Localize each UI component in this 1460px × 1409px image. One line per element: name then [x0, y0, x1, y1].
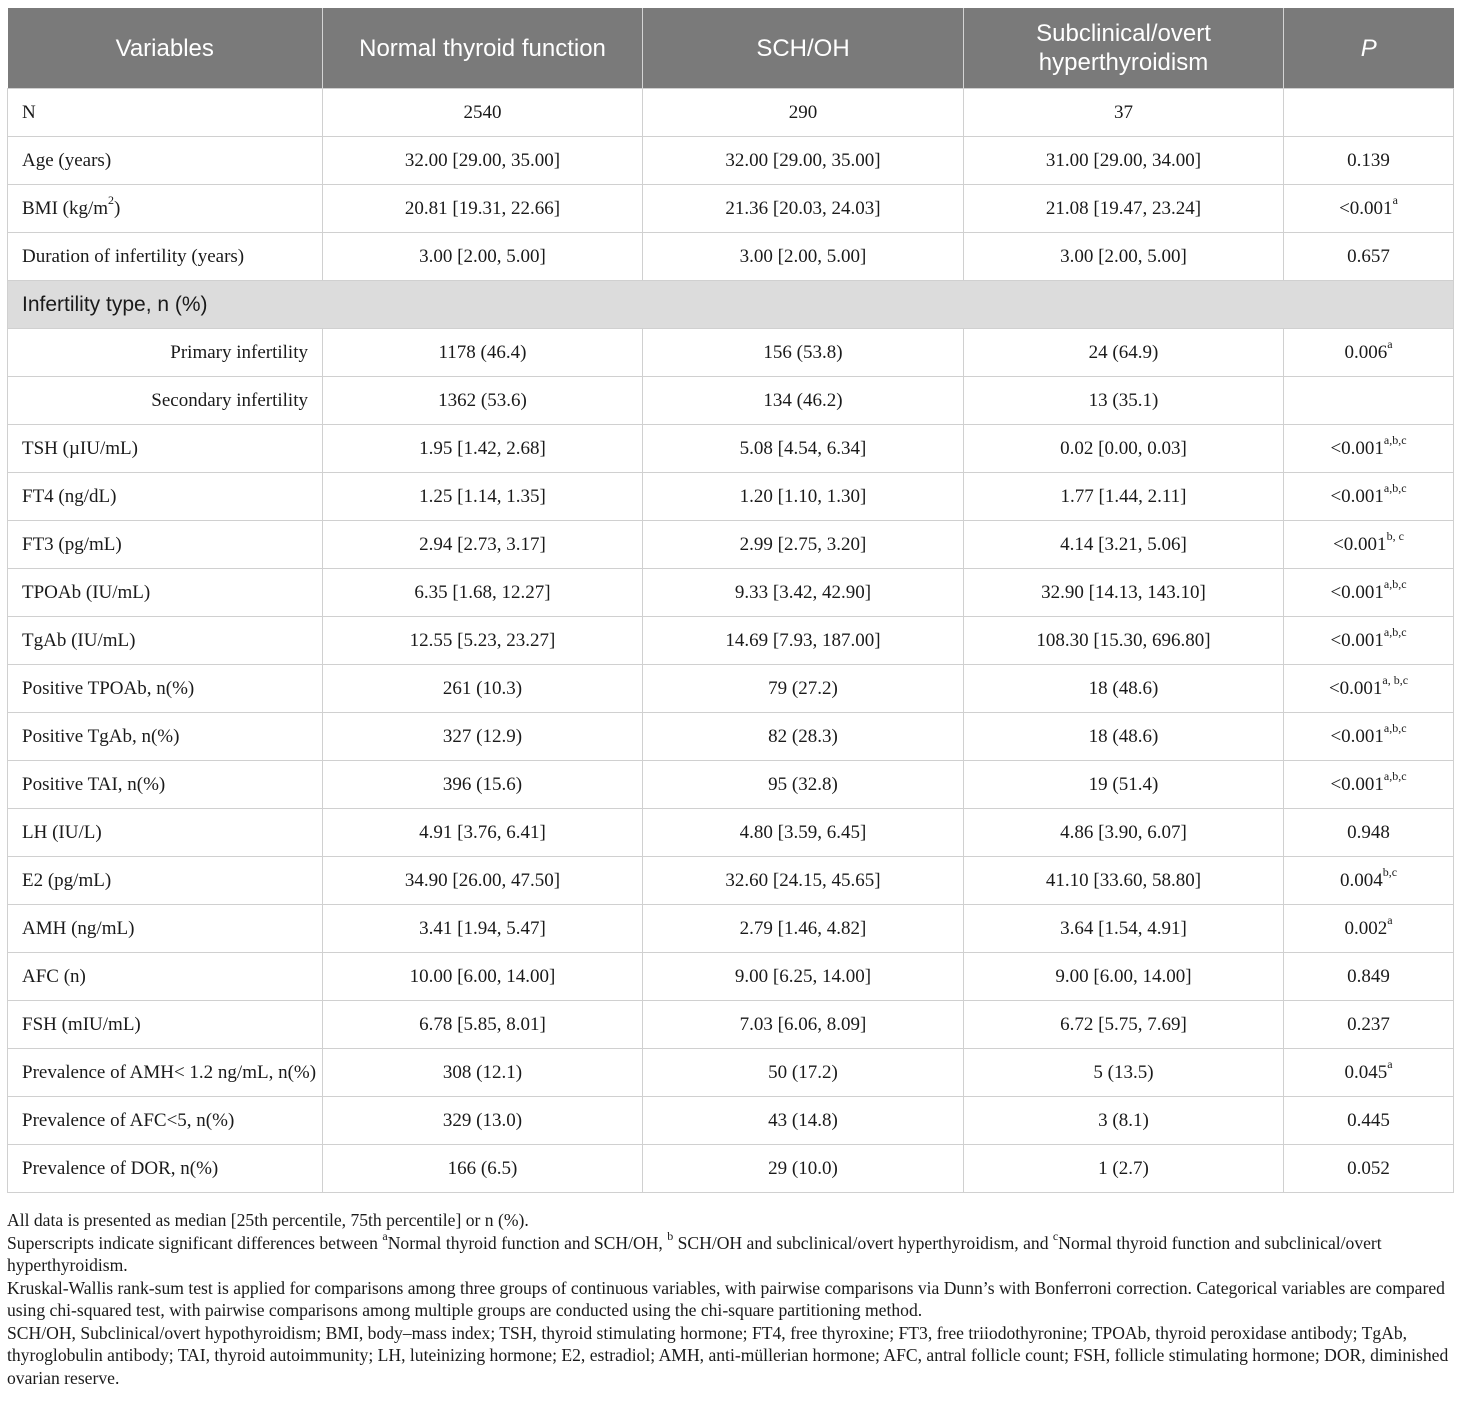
value-cell-group-1: 396 (15.6): [323, 761, 643, 809]
p-value-cell: [1284, 1145, 1454, 1193]
variable-cell: [8, 137, 323, 185]
variable-cell: [8, 473, 323, 521]
p-value: <0.001: [1330, 773, 1384, 795]
footnote-superscripts: [7, 1228, 1455, 1277]
p-value: 0.045: [1344, 1061, 1388, 1083]
value-cell-group-2: 14.69 [7.93, 187.00]: [643, 617, 964, 665]
value-cell-group-3: 13 (35.1): [964, 377, 1284, 425]
variable-cell: [8, 1049, 323, 1097]
value-cell-group-1: 6.35 [1.68, 12.27]: [323, 569, 643, 617]
variable-cell: [8, 377, 323, 425]
variable-label: FT4 (ng/dL): [22, 485, 117, 507]
table-row: [8, 377, 1454, 425]
p-value-sup: a: [1387, 913, 1393, 928]
table-row: [8, 569, 1454, 617]
value-cell-group-1: 329 (13.0): [323, 1097, 643, 1145]
table-row: [8, 1097, 1454, 1145]
p-value-sup: a,b,c: [1383, 433, 1407, 448]
header-hyperthyroidism: Subclinical/overt hyperthyroidism: [964, 8, 1284, 89]
value-cell-group-3: 19 (51.4): [964, 761, 1284, 809]
value-cell-group-1: 34.90 [26.00, 47.50]: [323, 857, 643, 905]
value-cell-group-2: 5.08 [4.54, 6.34]: [643, 425, 964, 473]
value-cell-group-3: 3 (8.1): [964, 1097, 1284, 1145]
p-value: <0.001: [1330, 725, 1384, 747]
variable-cell: [8, 809, 323, 857]
footnote-text: Normal thyroid function and subclinical/overt hyperthyroidism.: [7, 1232, 1382, 1275]
value-cell-group-3: 18 (48.6): [964, 713, 1284, 761]
p-value-cell: [1284, 761, 1454, 809]
p-value-cell: [1284, 1097, 1454, 1145]
p-value-cell: [1284, 425, 1454, 473]
p-value: <0.001: [1328, 677, 1383, 699]
value-cell-group-2: 2.79 [1.46, 4.82]: [643, 905, 964, 953]
p-value-cell: [1284, 473, 1454, 521]
variable-cell: [8, 233, 323, 281]
variable-label: LH (IU/L): [22, 821, 102, 843]
table-row: [8, 1001, 1454, 1049]
variable-cell: [8, 89, 323, 137]
header-variables: Variables: [8, 8, 323, 89]
variable-cell: [8, 857, 323, 905]
value-cell-group-2: 1.20 [1.10, 1.30]: [643, 473, 964, 521]
section-row: [8, 281, 1454, 329]
p-value: 0.002: [1344, 917, 1388, 939]
value-cell-group-1: 308 (12.1): [323, 1049, 643, 1097]
p-value-cell: [1284, 233, 1454, 281]
value-cell-group-1: 2540: [323, 89, 643, 137]
variable-cell: [8, 1001, 323, 1049]
p-value-cell: [1284, 665, 1454, 713]
value-cell-group-1: 166 (6.5): [323, 1145, 643, 1193]
variable-cell: [8, 665, 323, 713]
value-cell-group-3: 32.90 [14.13, 143.10]: [964, 569, 1284, 617]
table-row: [8, 713, 1454, 761]
variable-label: Positive TAI, n(%): [22, 773, 166, 795]
variable-cell: [8, 569, 323, 617]
p-value: 0.849: [1347, 965, 1390, 987]
variable-cell: [8, 1097, 323, 1145]
table-row: [8, 521, 1454, 569]
p-value-sup: a,b,c: [1383, 721, 1407, 736]
table-row: [8, 185, 1454, 233]
value-cell-group-3: 1 (2.7): [964, 1145, 1284, 1193]
p-value-cell: [1284, 617, 1454, 665]
p-value: <0.001: [1339, 197, 1393, 219]
variable-label: TPOAb (IU/mL): [22, 581, 151, 603]
data-table-container: [7, 8, 1453, 1193]
value-cell-group-3: 41.10 [33.60, 58.80]: [964, 857, 1284, 905]
p-value-cell: [1284, 713, 1454, 761]
value-cell-group-2: 50 (17.2): [643, 1049, 964, 1097]
value-cell-group-1: 1362 (53.6): [323, 377, 643, 425]
value-cell-group-3: 31.00 [29.00, 34.00]: [964, 137, 1284, 185]
value-cell-group-1: 3.00 [2.00, 5.00]: [323, 233, 643, 281]
p-value-sup: a, b,c: [1382, 673, 1409, 688]
value-cell-group-2: 9.33 [3.42, 42.90]: [643, 569, 964, 617]
variable-cell: [8, 521, 323, 569]
variable-label: BMI (kg/m: [22, 197, 109, 219]
p-value-sup: b, c: [1386, 529, 1404, 544]
footnote-text: Superscripts indicate significant differences between: [7, 1232, 383, 1253]
footnote-sup: b: [667, 1228, 674, 1243]
table-row: [8, 905, 1454, 953]
value-cell-group-1: 20.81 [19.31, 22.66]: [323, 185, 643, 233]
variable-label: FSH (mIU/mL): [22, 1013, 141, 1035]
p-value-cell: [1284, 1049, 1454, 1097]
p-value: <0.001: [1330, 629, 1384, 651]
variable-cell: [8, 761, 323, 809]
p-value-sup: a: [1387, 337, 1393, 352]
p-value: <0.001: [1333, 533, 1387, 555]
value-cell-group-2: 21.36 [20.03, 24.03]: [643, 185, 964, 233]
footnote-sup: c: [1052, 1228, 1059, 1243]
value-cell-group-3: 21.08 [19.47, 23.24]: [964, 185, 1284, 233]
value-cell-group-2: 9.00 [6.25, 14.00]: [643, 953, 964, 1001]
footnote-data-presentation: All data is presented as median [25th percentile, 75th percentile] or n (%).: [7, 1210, 529, 1230]
value-cell-group-3: 0.02 [0.00, 0.03]: [964, 425, 1284, 473]
variable-label: Positive TPOAb, n(%): [22, 677, 195, 699]
header-normal-thyroid: Normal thyroid function: [323, 8, 643, 89]
p-value-sup: a,b,c: [1383, 481, 1407, 496]
value-cell-group-3: 24 (64.9): [964, 329, 1284, 377]
p-value-sup: a: [1392, 193, 1398, 208]
p-value-cell: [1284, 137, 1454, 185]
variable-label: E2 (pg/mL): [22, 869, 112, 891]
value-cell-group-3: 18 (48.6): [964, 665, 1284, 713]
p-value: 0.006: [1344, 341, 1388, 363]
p-value-cell: [1284, 377, 1454, 425]
value-cell-group-3: 5 (13.5): [964, 1049, 1284, 1097]
p-value: <0.001: [1330, 485, 1384, 507]
value-cell-group-2: 7.03 [6.06, 8.09]: [643, 1001, 964, 1049]
header-sch-oh: SCH/OH: [643, 8, 964, 89]
header-row: [8, 8, 1454, 89]
variable-label: TgAb (IU/mL): [22, 629, 136, 651]
p-value: 0.657: [1347, 245, 1390, 267]
table-row: [8, 617, 1454, 665]
variable-label: Duration of infertility (years): [22, 245, 245, 267]
value-cell-group-1: 4.91 [3.76, 6.41]: [323, 809, 643, 857]
table-row: [8, 89, 1454, 137]
table-row: [8, 665, 1454, 713]
table-row: [8, 425, 1454, 473]
p-value-cell: [1284, 953, 1454, 1001]
value-cell-group-3: 4.86 [3.90, 6.07]: [964, 809, 1284, 857]
p-value-sup: a,b,c: [1383, 625, 1407, 640]
value-cell-group-3: 108.30 [15.30, 696.80]: [964, 617, 1284, 665]
p-value: 0.445: [1347, 1109, 1390, 1131]
table-body: [8, 89, 1454, 1193]
p-value-sup: a: [1387, 1057, 1393, 1072]
variable-label: Positive TgAb, n(%): [22, 725, 180, 747]
variable-label: AMH (ng/mL): [22, 917, 135, 939]
value-cell-group-1: 3.41 [1.94, 5.47]: [323, 905, 643, 953]
p-value: <0.001: [1330, 581, 1384, 603]
footnotes: [7, 1209, 1455, 1389]
variable-label: AFC (n): [22, 965, 86, 987]
value-cell-group-3: 6.72 [5.75, 7.69]: [964, 1001, 1284, 1049]
p-value: 0.948: [1347, 821, 1390, 843]
variable-label: Prevalence of DOR, n(%): [22, 1157, 219, 1179]
table-row: [8, 1049, 1454, 1097]
table-row: [8, 953, 1454, 1001]
value-cell-group-2: 2.99 [2.75, 3.20]: [643, 521, 964, 569]
value-cell-group-2: 32.60 [24.15, 45.65]: [643, 857, 964, 905]
value-cell-group-2: 290: [643, 89, 964, 137]
table-row: [8, 233, 1454, 281]
variable-cell: [8, 185, 323, 233]
data-table: [7, 8, 1454, 1193]
footnote-text: Normal thyroid function and SCH/OH,: [387, 1232, 668, 1253]
p-value: <0.001: [1330, 437, 1384, 459]
table-row: [8, 1145, 1454, 1193]
variable-label-end: ): [114, 197, 121, 219]
value-cell-group-3: 4.14 [3.21, 5.06]: [964, 521, 1284, 569]
table-row: [8, 761, 1454, 809]
p-value-cell: [1284, 1001, 1454, 1049]
variable-label: TSH (µIU/mL): [22, 437, 138, 459]
value-cell-group-2: 79 (27.2): [643, 665, 964, 713]
footnote-sup: a: [382, 1228, 388, 1243]
table-row: [8, 329, 1454, 377]
table-row: [8, 137, 1454, 185]
p-value-sup: a,b,c: [1383, 577, 1407, 592]
variable-cell: [8, 1145, 323, 1193]
p-value-sup: b,c: [1382, 865, 1398, 880]
p-value-cell: [1284, 185, 1454, 233]
p-value-cell: [1284, 569, 1454, 617]
variable-label: Age (years): [22, 149, 112, 171]
p-value-cell: [1284, 89, 1454, 137]
variable-cell: [8, 617, 323, 665]
value-cell-group-2: 29 (10.0): [643, 1145, 964, 1193]
footnote-text: SCH/OH and subclinical/overt hyperthyroidism, and: [673, 1232, 1053, 1253]
variable-cell: [8, 713, 323, 761]
section-label: Infertility type, n (%): [8, 281, 1454, 329]
p-value-cell: [1284, 857, 1454, 905]
p-value-cell: [1284, 521, 1454, 569]
value-cell-group-2: 95 (32.8): [643, 761, 964, 809]
p-value-sup: a,b,c: [1383, 769, 1407, 784]
variable-label: Prevalence of AMH< 1.2 ng/mL, n(%): [22, 1061, 317, 1083]
value-cell-group-3: 37: [964, 89, 1284, 137]
variable-label-sup: 2: [108, 193, 115, 208]
table-row: [8, 857, 1454, 905]
value-cell-group-1: 10.00 [6.00, 14.00]: [323, 953, 643, 1001]
value-cell-group-1: 1.95 [1.42, 2.68]: [323, 425, 643, 473]
value-cell-group-3: 3.00 [2.00, 5.00]: [964, 233, 1284, 281]
value-cell-group-1: 1.25 [1.14, 1.35]: [323, 473, 643, 521]
footnote-abbreviations: SCH/OH, Subclinical/overt hypothyroidism; BMI, body–mass index; TSH, thyroid stimulating hormone; FT4, free thyroxine; FT3, free triiodothyronine; TPOAb, thyroid peroxidase antibody; TgAb, thyroglobulin antibody; TAI, thyroid autoimmunity; LH, luteinizing hormone; E2, estradiol; AMH, anti-müllerian hormone; AFC, antral follicle count; FSH, follicle stimulating hormone; DOR, diminished ovarian reserve.: [7, 1322, 1449, 1388]
variable-label: N: [22, 101, 36, 123]
value-cell-group-2: 43 (14.8): [643, 1097, 964, 1145]
p-value: 0.004: [1339, 869, 1383, 891]
table-row: [8, 809, 1454, 857]
header-p-value: P: [1284, 8, 1454, 89]
value-cell-group-2: 3.00 [2.00, 5.00]: [643, 233, 964, 281]
variable-label: Prevalence of AFC<5, n(%): [22, 1109, 235, 1131]
p-value: 0.139: [1347, 149, 1390, 171]
value-cell-group-3: 9.00 [6.00, 14.00]: [964, 953, 1284, 1001]
p-value-cell: [1284, 905, 1454, 953]
variable-cell: [8, 905, 323, 953]
p-value: 0.052: [1347, 1157, 1390, 1179]
value-cell-group-1: 261 (10.3): [323, 665, 643, 713]
value-cell-group-3: 1.77 [1.44, 2.11]: [964, 473, 1284, 521]
variable-label: Secondary infertility: [151, 389, 308, 411]
p-value: 0.237: [1347, 1013, 1390, 1035]
variable-cell: [8, 329, 323, 377]
p-value-cell: [1284, 329, 1454, 377]
value-cell-group-3: 3.64 [1.54, 4.91]: [964, 905, 1284, 953]
value-cell-group-2: 82 (28.3): [643, 713, 964, 761]
value-cell-group-2: 32.00 [29.00, 35.00]: [643, 137, 964, 185]
value-cell-group-1: 327 (12.9): [323, 713, 643, 761]
variable-label: FT3 (pg/mL): [22, 533, 122, 555]
variable-cell: [8, 425, 323, 473]
footnote-methods: Kruskal-Wallis rank-sum test is applied for comparisons among three groups of continuous variables, with pairwise comparisons via Dunn’s with Bonferroni correction. Categorical variables are compared using chi-squared test, with pairwise comparisons among multiple groups are conducted using the chi-square partitioning method.: [7, 1277, 1445, 1320]
variable-cell: [8, 953, 323, 1001]
variable-label: Primary infertility: [170, 341, 308, 363]
value-cell-group-2: 156 (53.8): [643, 329, 964, 377]
value-cell-group-1: 32.00 [29.00, 35.00]: [323, 137, 643, 185]
value-cell-group-1: 6.78 [5.85, 8.01]: [323, 1001, 643, 1049]
table-row: [8, 473, 1454, 521]
value-cell-group-2: 4.80 [3.59, 6.45]: [643, 809, 964, 857]
value-cell-group-1: 1178 (46.4): [323, 329, 643, 377]
p-value-cell: [1284, 809, 1454, 857]
value-cell-group-2: 134 (46.2): [643, 377, 964, 425]
value-cell-group-1: 12.55 [5.23, 23.27]: [323, 617, 643, 665]
value-cell-group-1: 2.94 [2.73, 3.17]: [323, 521, 643, 569]
